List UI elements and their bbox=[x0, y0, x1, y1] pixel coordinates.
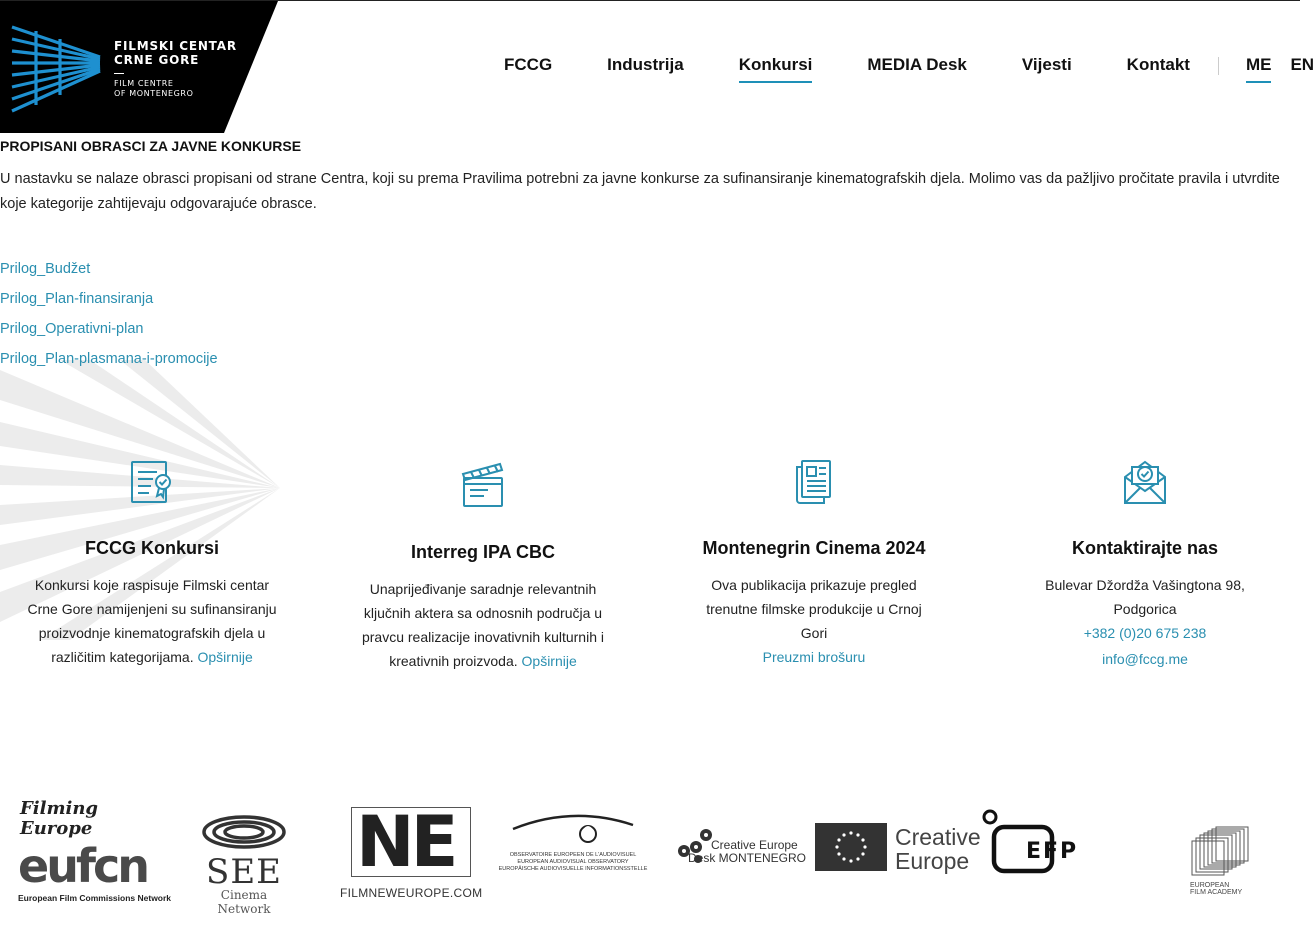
info-contact bbox=[1020, 458, 1270, 673]
certificate-icon bbox=[129, 458, 175, 506]
partner-logo-observatory[interactable] bbox=[492, 811, 654, 881]
clapperboard-icon bbox=[460, 460, 506, 510]
nav-item-media-desk[interactable]: MEDIA Desk bbox=[867, 55, 967, 74]
logo-line-4: OF MONTENEGRO bbox=[114, 89, 194, 98]
efa-frames-mark bbox=[1190, 827, 1252, 877]
partner-logo-efa[interactable] bbox=[1190, 827, 1256, 895]
nav-item-fccg[interactable]: FCCG bbox=[504, 55, 553, 74]
see-caption: Cinema Network bbox=[217, 888, 271, 916]
contact-phone-link[interactable]: +382 (0)20 675 238 bbox=[1083, 625, 1207, 641]
info-description: Ova publikacija prikazuje pregled trenutne filmske produkcije u Crnoj Gori bbox=[706, 577, 922, 641]
partner-logo-efp[interactable] bbox=[982, 809, 1092, 875]
eufcn-tagline: Filming Europe bbox=[20, 798, 99, 839]
nav-item-kontakt[interactable]: Kontakt bbox=[1126, 55, 1190, 74]
file-link-budzet[interactable]: Prilog_Budžet bbox=[0, 261, 91, 277]
nav-divider bbox=[1218, 57, 1219, 75]
efa-caption-1: EUROPEAN bbox=[1190, 882, 1230, 889]
partner-logo-see[interactable] bbox=[198, 813, 290, 916]
file-link-plan-plasmana[interactable]: Prilog_Plan-plasmana-i-promocije bbox=[0, 351, 218, 367]
newspaper-icon bbox=[793, 458, 835, 506]
info-title: Interreg IPA CBC bbox=[410, 542, 556, 562]
file-link-operativni-plan[interactable]: Prilog_Operativni-plan bbox=[0, 321, 144, 337]
main-nav bbox=[504, 55, 1314, 83]
nav-item-industrija[interactable]: Industrija bbox=[607, 55, 684, 74]
ce-desk-line-2: Desk MONTENEGRO bbox=[688, 851, 807, 865]
fne-mark-box bbox=[351, 801, 471, 883]
efp-wordmark: EFP bbox=[1026, 839, 1079, 864]
observatory-caption-1: OBSERVATOIRE EUROPEEN DE L'AUDIOVISUEL bbox=[509, 852, 637, 858]
fne-caption: FILMNEWEUROPE.COM bbox=[340, 886, 483, 900]
main-content bbox=[0, 138, 1300, 374]
see-swirl-mark bbox=[200, 813, 288, 851]
creative-europe-line-1: Creative bbox=[895, 824, 981, 850]
partner-logo-creative-europe[interactable] bbox=[815, 821, 985, 877]
see-wordmark: SEE bbox=[206, 852, 282, 892]
info-fccg-konkursi bbox=[27, 458, 277, 669]
file-link-plan-finansiranja[interactable]: Prilog_Plan-finansiranja bbox=[0, 291, 154, 307]
logo-line-2: CRNE GORE bbox=[114, 53, 200, 67]
observatory-caption-2: EUROPEAN AUDIOVISUAL OBSERVATORY bbox=[517, 859, 629, 865]
logo-line-3: FILM CENTRE bbox=[114, 79, 174, 88]
read-more-link[interactable]: Opširnije bbox=[521, 653, 577, 669]
efa-caption-2: FILM ACADEMY bbox=[1190, 889, 1243, 896]
contact-address: Bulevar Džordža Vašingtona 98, Podgorica bbox=[1045, 577, 1245, 617]
fne-wordmark: NE bbox=[356, 801, 455, 883]
envelope-check-icon bbox=[1122, 458, 1168, 506]
info-title: Kontaktirajte nas bbox=[1071, 538, 1219, 558]
eufcn-wordmark: eufcn bbox=[18, 839, 147, 893]
info-title: Montenegrin Cinema 2024 bbox=[702, 538, 926, 558]
partner-logo-ce-desk[interactable] bbox=[676, 825, 807, 875]
contact-email-link[interactable]: info@fccg.me bbox=[1102, 651, 1188, 667]
logo-separator bbox=[114, 73, 124, 74]
observatory-eye-mark bbox=[508, 811, 638, 847]
ce-desk-line-1: Creative Europe bbox=[711, 838, 798, 852]
observatory-caption-3: EUROPÄISCHE AUDIOVISUELLE INFORMATIONSSTELLE bbox=[498, 866, 648, 872]
logo-text bbox=[114, 39, 237, 99]
info-text bbox=[27, 573, 277, 669]
eufcn-caption: European Film Commissions Network bbox=[18, 893, 172, 903]
file-links bbox=[0, 254, 1300, 374]
download-brochure-link[interactable]: Preuzmi brošuru bbox=[762, 649, 866, 665]
info-text bbox=[358, 577, 608, 673]
partner-logo-eufcn[interactable] bbox=[18, 798, 172, 903]
info-description: Konkursi koje raspisuje Filmski centar Crne Gore namijenjeni su sufinansiranju proizvodnje kinematografskih djela u različitim kategorijama. bbox=[27, 577, 277, 665]
nav-item-vijesti[interactable]: Vijesti bbox=[1021, 55, 1072, 74]
language-en[interactable]: EN bbox=[1290, 55, 1314, 74]
nav-item-konkursi[interactable]: Konkursi bbox=[739, 55, 813, 83]
partner-logos bbox=[0, 795, 1300, 916]
info-title: FCCG Konkursi bbox=[84, 538, 219, 558]
page-title: PROPISANI OBRASCI ZA JAVNE KONKURSE bbox=[0, 138, 302, 154]
intro-text: U nastavku se nalaze obrasci propisani od strane Centra, koji su prema Pravilima potrebni za javne konkurse za sufinansiranje kinematografskih djela. Molimo vas da pažljivo pročitate pravila i utvrdite koje kategorije zahtijevaju odgovarajuće obrasce. bbox=[0, 171, 1280, 212]
eu-flag-icon bbox=[815, 823, 887, 871]
info-interreg bbox=[358, 460, 608, 673]
info-description: Unaprijeđivanje saradnje relevantnih ključnih aktera sa odnosnih područja u pravcu realizacije inovativnih kulturnih i kreativnih proizvoda. bbox=[361, 581, 604, 669]
logo-line-1: FILMSKI CENTAR bbox=[114, 39, 237, 53]
partner-logo-fne[interactable] bbox=[340, 801, 483, 900]
site-logo[interactable] bbox=[0, 1, 280, 133]
info-montenegrin-cinema bbox=[694, 458, 934, 669]
language-me[interactable]: ME bbox=[1246, 55, 1272, 83]
read-more-link[interactable]: Opširnije bbox=[197, 649, 253, 665]
site-header bbox=[0, 0, 1314, 132]
creative-europe-line-2: Europe bbox=[895, 848, 970, 874]
